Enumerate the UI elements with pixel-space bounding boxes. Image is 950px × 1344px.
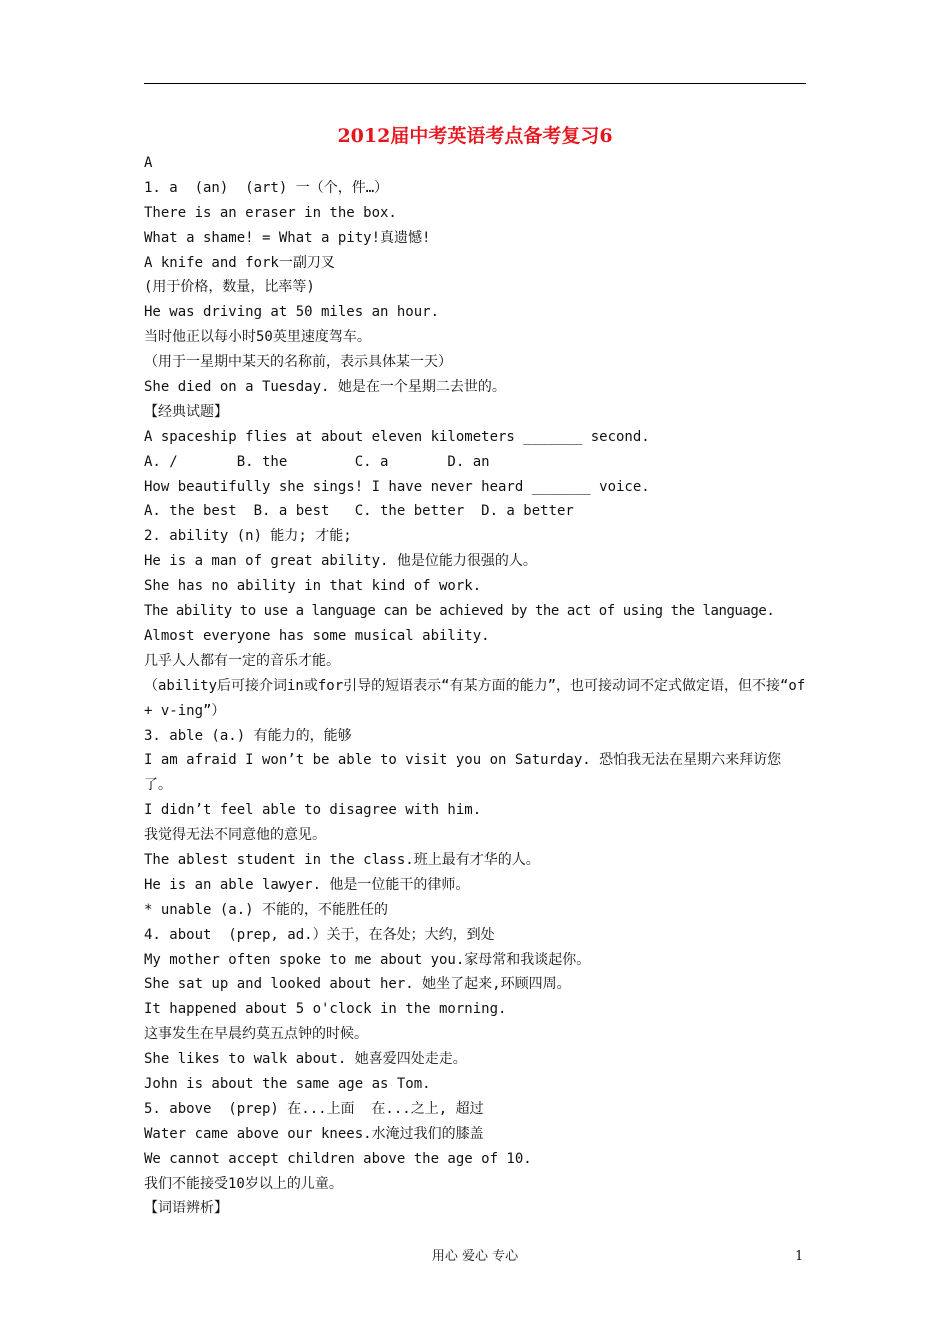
text-line: 我们不能接受10岁以上的儿童。 — [144, 1175, 343, 1192]
text-line: （用于一星期中某天的名称前，表示具体某一天） — [144, 354, 452, 371]
text-line: 2. ability (n) 能力; 才能; — [144, 528, 352, 545]
text-line: The ability to use a language can be achieved by the act of using the language. — [144, 603, 775, 620]
text-line: A knife and fork一副刀叉 — [144, 254, 335, 271]
text-line: Water came above our knees.水淹过我们的膝盖 — [144, 1125, 484, 1142]
text-line: 5. above (prep) 在...上面 在...之上, 超过 — [144, 1100, 484, 1117]
text-paragraph: （ability后可接介词in或for引导的短语表示“有某方面的能力”，也可接动词不定式做定语，但不接“of + v-ing”） — [144, 677, 806, 719]
text-line: * unable (a.) 不能的，不能胜任的 — [144, 901, 389, 918]
text-line: 1. a (an) (art) 一（个，件…） — [144, 179, 389, 196]
text-line: He was driving at 50 miles an hour. — [144, 304, 440, 321]
text-line: A. / B. the C. a D. an — [144, 453, 490, 470]
text-line: How beautifully she sings! I have never heard _______ voice. — [144, 478, 650, 495]
text-line: We cannot accept children above the age of 10. — [144, 1150, 532, 1167]
text-line: Almost everyone has some musical ability. — [144, 627, 490, 644]
text-line: 4. about (prep, ad.）关于，在各处；大约，到处 — [144, 926, 495, 943]
text-line: I didn’t feel able to disagree with him. — [144, 802, 482, 819]
document-body — [144, 151, 808, 1221]
text-line: She likes to walk about. 她喜爱四处走走。 — [144, 1051, 467, 1068]
section-heading: 【经典试题】 — [144, 403, 228, 420]
text-paragraph: I am afraid I won’t be able to visit you on Saturday. 恐怕我无法在星期六来拜访您了。 — [144, 752, 782, 794]
text-line: He is an able lawyer. 他是一位能干的律师。 — [144, 876, 470, 893]
text-line: (用于价格，数量，比率等) — [144, 279, 315, 296]
text-line: What a shame! = What a pity!真遗憾! — [144, 229, 431, 246]
text-line: 3. able (a.) 有能力的，能够 — [144, 727, 352, 744]
footer-motto: 用心 爱心 专心 — [431, 1249, 519, 1264]
text-line: It happened about 5 o'clock in the morning. — [144, 1001, 507, 1018]
section-heading: 【词语辨析】 — [144, 1200, 228, 1217]
text-line: 这事发生在早晨约莫五点钟的时候。 — [144, 1026, 368, 1043]
text-line: She has no ability in that kind of work. — [144, 578, 482, 595]
text-line: The ablest student in the class.班上最有才华的人。 — [144, 852, 540, 868]
page-title: 2012届中考英语考点备考复习6 — [337, 125, 613, 147]
page-number: 1 — [795, 1249, 804, 1264]
text-line: A — [144, 155, 153, 171]
text-line: She sat up and looked about her. 她坐了起来,环顾四周。 — [144, 976, 571, 993]
text-line: She died on a Tuesday. 她是在一个星期二去世的。 — [144, 379, 506, 396]
text-line: 当时他正以每小时50英里速度驾车。 — [144, 329, 371, 346]
text-line: My mother often spoke to me about you.家母常和我谈起你。 — [144, 951, 591, 968]
header-rule — [144, 83, 806, 84]
text-line: A. the best B. a best C. the better D. a better — [144, 503, 574, 520]
text-line: He is a man of great ability. 他是位能力很强的人。 — [144, 553, 537, 570]
text-line: 我觉得无法不同意他的意见。 — [144, 827, 326, 844]
text-line: 几乎人人都有一定的音乐才能。 — [144, 652, 340, 669]
text-line: John is about the same age as Tom. — [144, 1076, 431, 1093]
text-line: There is an eraser in the box. — [144, 204, 397, 221]
text-line: A spaceship flies at about eleven kilometers _______ second. — [144, 428, 650, 445]
